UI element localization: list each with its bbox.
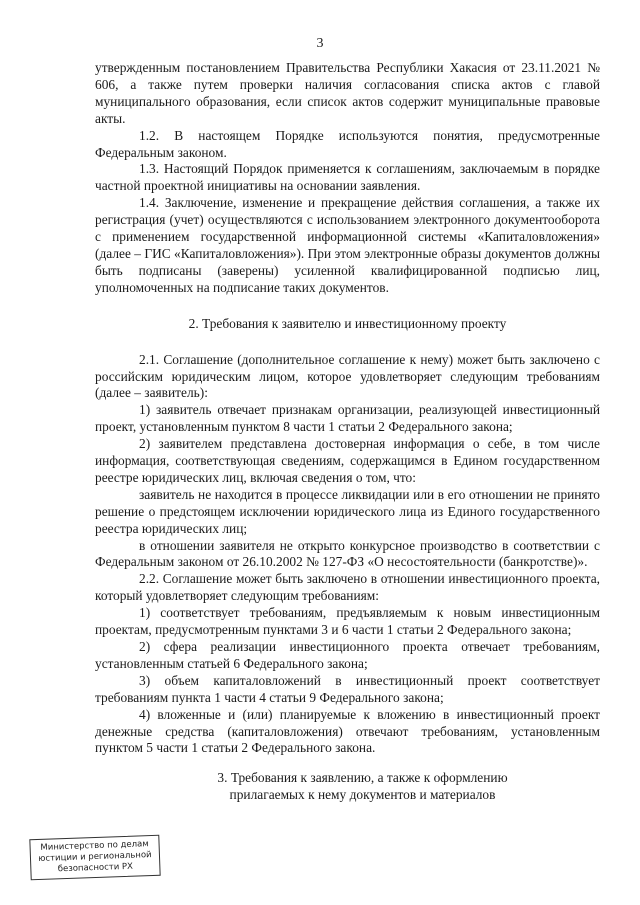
stamp-line: Министерство по делам	[40, 839, 149, 853]
paragraph: 2) сфера реализации инвестиционного проекта отвечает требованиям, установленным статьей 6 Федерального закона;	[95, 639, 600, 671]
paragraph: 1) заявитель отвечает признакам организации, реализующей инвестиционный проект, установленным пунктом 8 части 1 статьи 2 Федерального закона;	[95, 402, 600, 435]
paragraph: 4) вложенные и (или) планируемые к вложению в инвестиционный проект денежные средства (капиталовложения) отвечают требованиям, установленным пунктом 5 части 1 статьи 2 Федерального закона.	[95, 706, 600, 756]
stamp-line: юстиции и региональной	[38, 850, 152, 864]
ministry-stamp	[29, 835, 160, 881]
paragraph: утвержденным постановлением Правительства Республики Хакасия от 23.11.2021 № 606, а также путем проверки наличия согласования списка актов с главой муниципального образования, если список актов содержит муниципальные правовые акты.	[95, 60, 600, 126]
paragraph: 3) объем капиталовложений в инвестиционный проект соответствует требованиям пункта 1 части 4 статьи 9 Федерального закона;	[95, 672, 600, 705]
paragraph: 2.1. Соглашение (дополнительное соглашение к нему) может быть заключено с российским юридическим лицом, которое удовлетворяет следующим требованиям (далее – заявитель):	[95, 351, 600, 401]
paragraph: 2) заявителем представлена достоверная информация о себе, в том числе информация, соответствующая сведениям, содержащимся в Едином государственном реестре юридических лиц, включая сведения о том, что:	[95, 436, 600, 485]
section-3-heading-line-1: 3. Требования к заявлению, а также к оформлению	[217, 770, 508, 786]
paragraph: 1.2. В настоящем Порядке используются понятия, предусмотренные Федеральным законом.	[95, 127, 600, 160]
paragraph: в отношении заявителя не открыто конкурсное производство в соответствии с Федеральным законом от 26.10.2002 № 127-ФЗ «О несостоятельности (банкротстве)».	[95, 537, 600, 570]
section-3-heading-line-2: прилагаемых к нему документов и материалов	[229, 787, 496, 803]
paragraph: 1) соответствует требованиям, предъявляемым к новым инвестиционным проектам, предусмотренным пунктами 3 и 6 части 1 статьи 2 Федерального закона;	[95, 605, 600, 638]
paragraph: 1.3. Настоящий Порядок применяется к соглашениям, заключаемым в порядке частной проектной инициативы на основании заявления.	[95, 161, 600, 194]
document-body	[95, 60, 600, 804]
page-number: 3	[316, 36, 324, 51]
stamp-line: безопасности РХ	[57, 861, 134, 875]
paragraph: 1.4. Заключение, изменение и прекращение действия соглашения, а также их регистрация (учет) осуществляются с использованием электронного документооборота с применением государственной информационной системы «Капиталовложения» (далее – ГИС «Капиталовложения»). При этом электронные образы документов должны быть подписаны (заверены) усиленной квалифицированной подписью лиц, уполномоченных на подписание таких документов.	[95, 195, 600, 295]
section-3-heading	[95, 770, 600, 804]
section-2-heading: 2. Требования к заявителю и инвестиционному проекту	[188, 315, 507, 331]
paragraph: заявитель не находится в процессе ликвидации или в его отношении не принято решение о предстоящем исключении юридического лица из Единого государственного реестра юридических лиц;	[95, 486, 600, 536]
paragraph: 2.2. Соглашение может быть заключено в отношении инвестиционного проекта, который удовлетворяет следующим требованиям:	[95, 571, 600, 604]
